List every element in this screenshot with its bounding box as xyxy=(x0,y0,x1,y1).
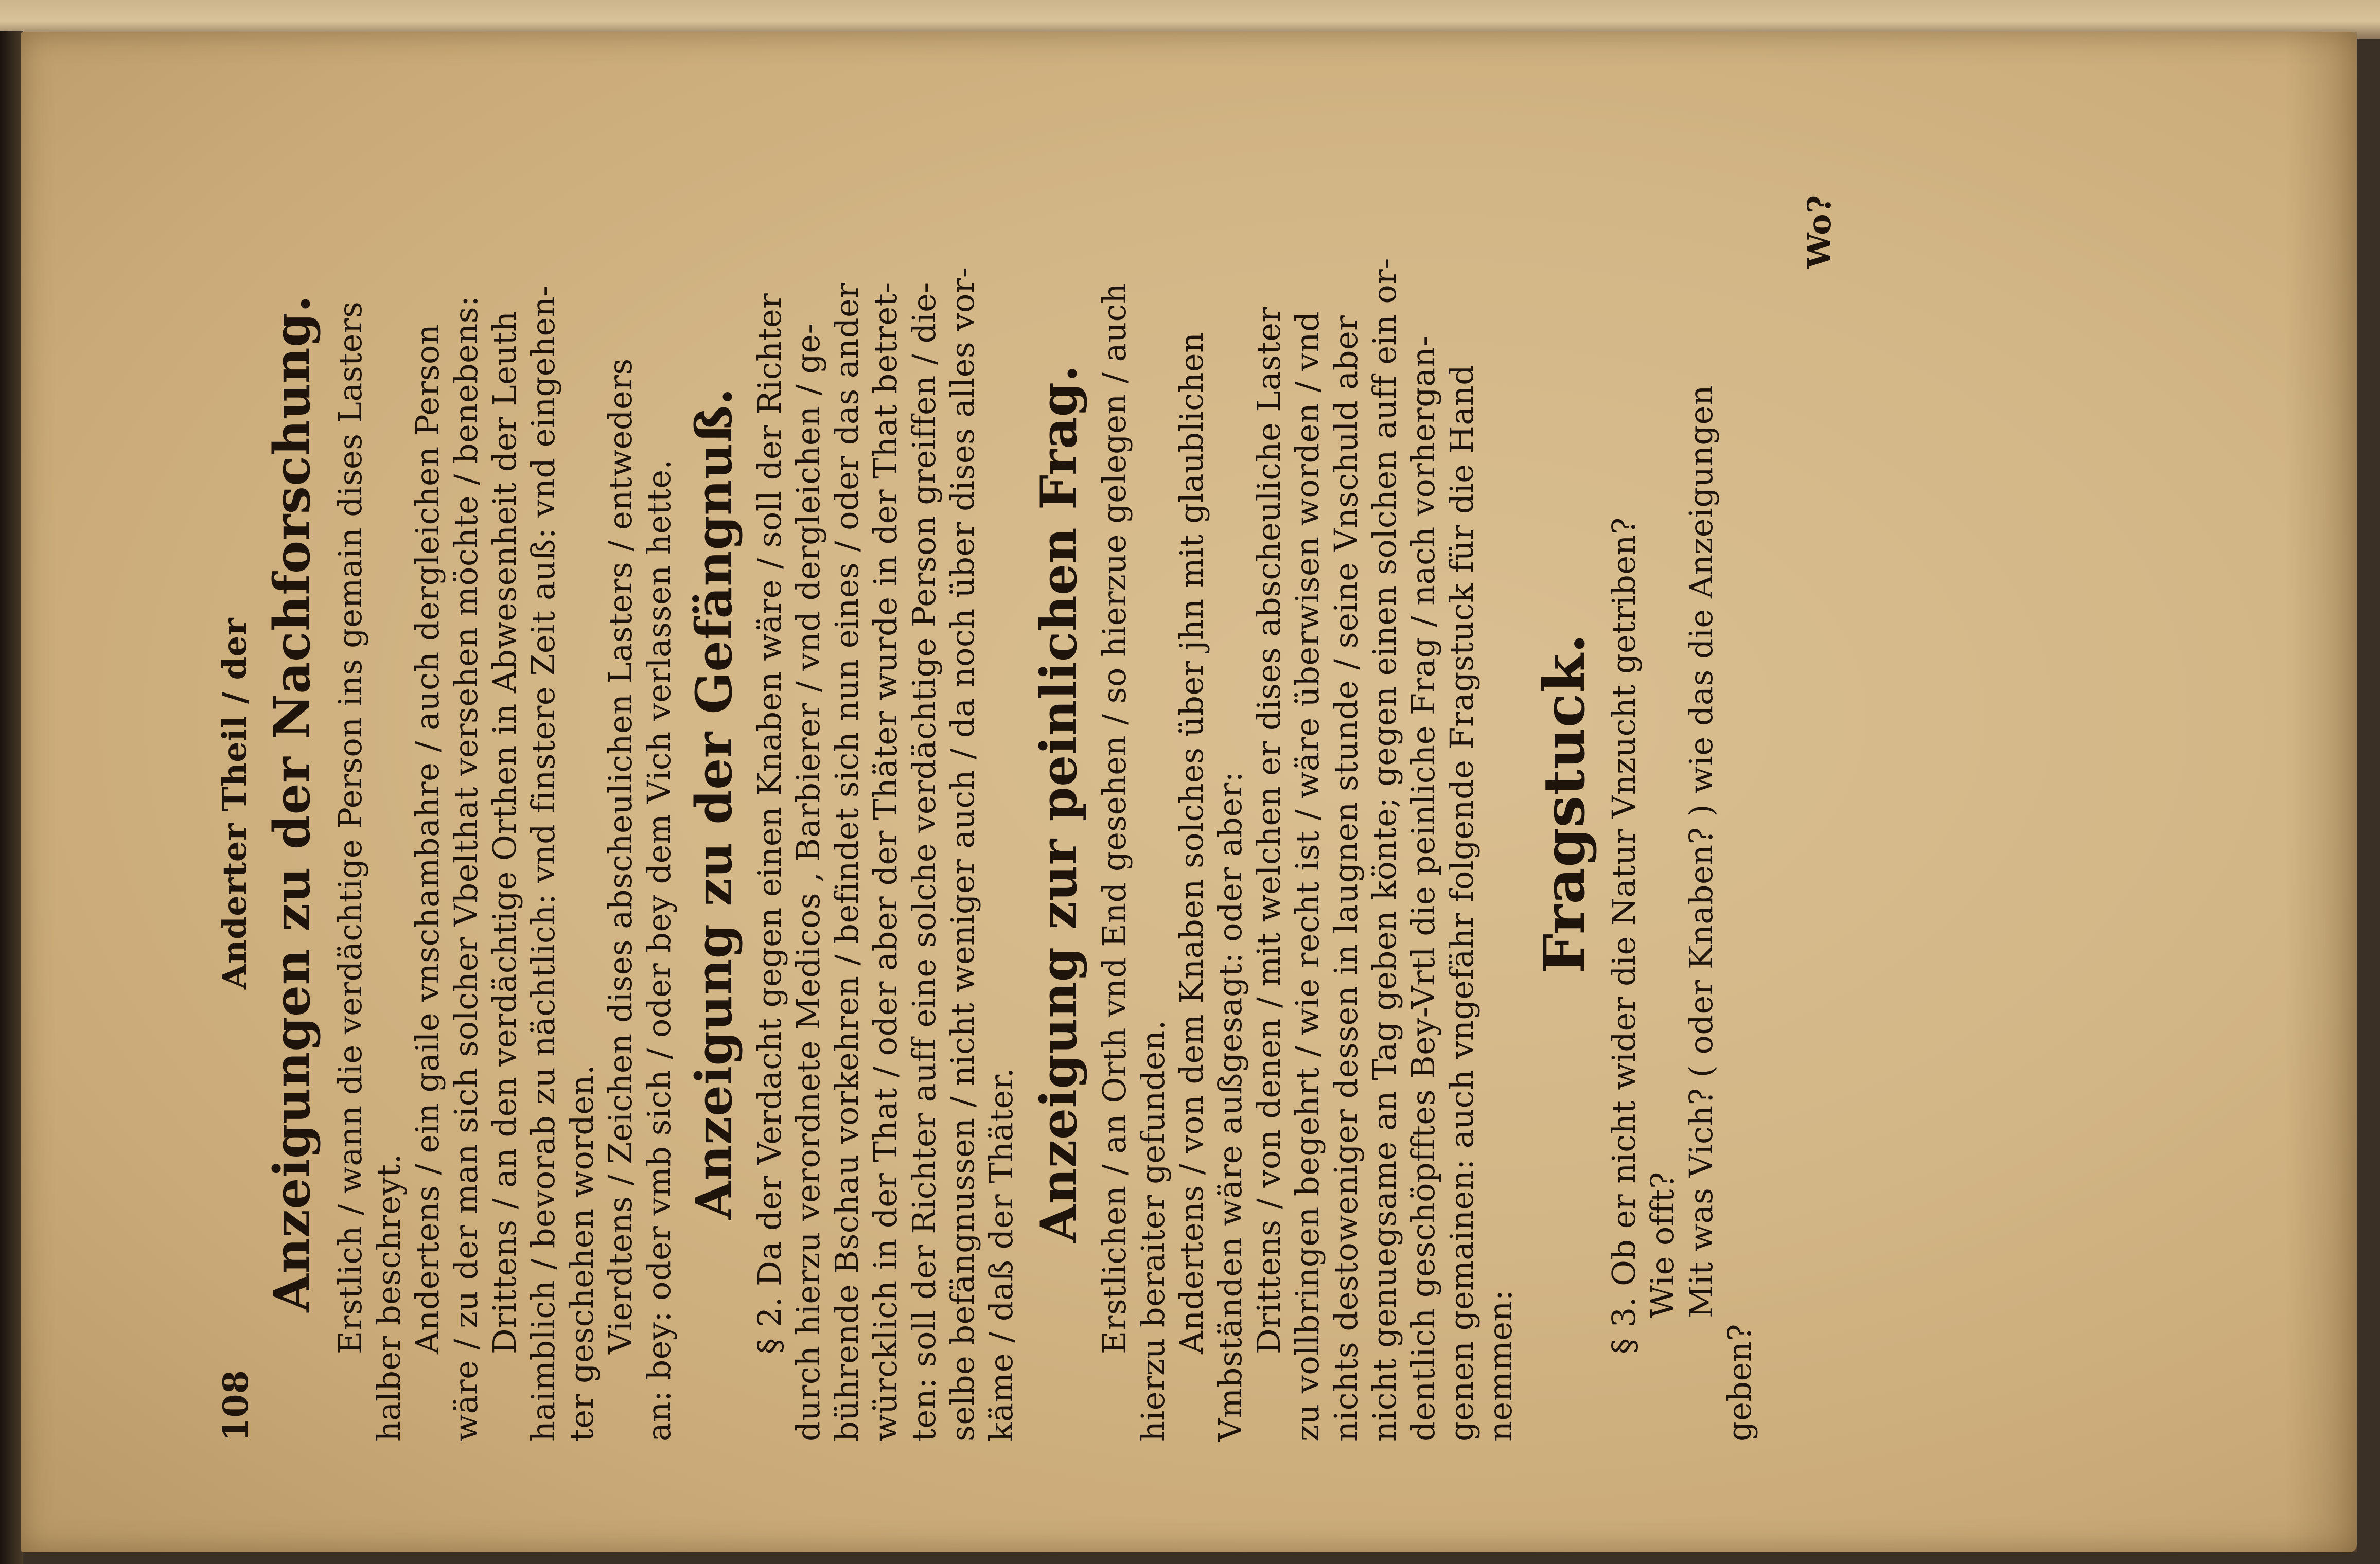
section-heading-nachforschung: Anzeigungen zu der Nachforschung. xyxy=(263,295,321,1312)
text-line: Andertens / von dem Knaben solches über jhn mit glaublichen xyxy=(1173,332,1210,1354)
page-number: 108 xyxy=(216,1370,256,1442)
text-line: Erstlichen / an Orth vnd End gesehen / so hierzue gelegen / auch xyxy=(1096,282,1133,1354)
text-line: Andertens / ein gaile vnschambahre / auch dergleichen Person xyxy=(409,324,446,1354)
text-line: nicht genuegsame an Tag geben könte; gegen einen solchen auff ein or- xyxy=(1366,258,1403,1442)
rotated-text-block xyxy=(216,166,2205,1442)
text-line: wäre / zu der man sich solcher Vbelthat versehen möchte / benebens: xyxy=(447,295,485,1442)
section-heading-gefaengnuss: Anzeigung zu der Gefängnuß. xyxy=(685,387,743,1220)
text-line: § 2. Da der Verdacht gegen einen Knaben wäre / soll der Richter xyxy=(751,293,788,1354)
text-line: dentlich geschöpfftes Bey-Vrtl die peinliche Frag / nach vorhergan- xyxy=(1404,335,1442,1442)
text-line: Wie offt? xyxy=(1644,1171,1681,1318)
text-line: Mit was Vich? ( oder Knaben? ) wie das die Anzeigungen xyxy=(1682,384,1720,1318)
text-line: Vierdtens / Zeichen dises abscheulichen Lasters / entweders xyxy=(602,358,639,1354)
text-line: haimblich / bevorab zu nächtlich: vnd finstere Zeit auß: vnd eingehen- xyxy=(524,285,562,1442)
text-line: geben? xyxy=(1721,1324,1758,1442)
book-page xyxy=(21,32,2357,1552)
text-line: an: bey: oder vmb sich / oder bey dem Vich verlassen hette. xyxy=(640,459,678,1442)
running-head: Anderter Theil / der xyxy=(216,617,254,990)
text-line: durch hierzu verordnete Medicos , Barbierer / vnd dergleichen / ge- xyxy=(789,323,827,1442)
text-line: Vmbständen wäre außgesagt: oder aber: xyxy=(1211,771,1249,1442)
binding-edge xyxy=(0,31,23,1564)
text-line: nemmen: xyxy=(1482,1289,1519,1442)
catchword: Wo? xyxy=(1801,194,1838,269)
text-line: ter geschehen worden. xyxy=(563,1064,601,1442)
text-line: selbe befängnussen / nicht weniger auch / da noch über dises alles vor- xyxy=(944,266,981,1442)
text-line: hierzu beraiter gefunden. xyxy=(1134,1020,1172,1442)
text-line: genen gemainen: auch vngefähr folgende Fragstuck für die Hand xyxy=(1443,364,1480,1442)
text-line: Drittens / an den verdächtige Orthen in Abwesenheit der Leuth xyxy=(486,311,523,1354)
text-line: § 3. Ob er nicht wider die Natur Vnzucht getriben? xyxy=(1605,517,1643,1354)
text-line: ten: soll der Richter auff eine solche verdächtige Person greiffen / die- xyxy=(905,282,943,1442)
text-line: halber beschreyt. xyxy=(370,1153,408,1442)
text-line: bührende Bschau vorkehren / befindet sich nun eines / oder das ander xyxy=(828,282,866,1442)
text-line: zu vollbringen begehrt / wie recht ist / wäre überwisen worden / vnd xyxy=(1289,311,1326,1442)
text-line: nichts destoweniger dessen in laugnen stunde / seine Vnschuld aber xyxy=(1327,315,1365,1442)
text-line: Drittens / von denen / mit welchen er dises abscheuliche Laster xyxy=(1250,307,1288,1354)
text-line: käme / daß der Thäter. xyxy=(982,1067,1020,1442)
section-heading-fragstuck: Fragstuck. xyxy=(1531,633,1597,974)
section-heading-peinliche-frag: Anzeigung zur peinlichen Frag. xyxy=(1030,364,1088,1243)
text-line: Erstlich / wann die verdächtige Person ins gemain dises Lasters xyxy=(331,301,369,1354)
text-line: würcklich in der That / oder aber der Thäter wurde in der That betret- xyxy=(867,282,904,1442)
